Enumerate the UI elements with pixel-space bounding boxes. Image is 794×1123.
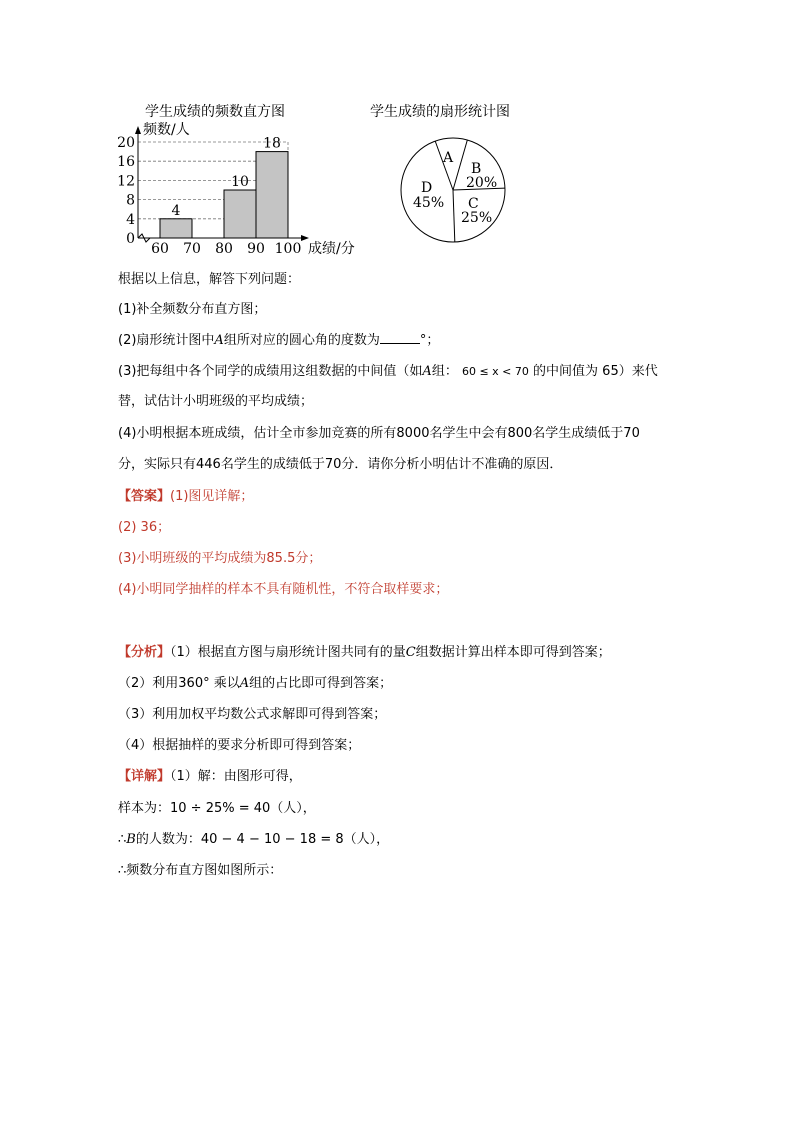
detail-tag: 【详解】	[118, 769, 171, 784]
analysis-2-part-b: 组的占比即可得到答案；	[249, 676, 393, 691]
histogram-xlabel: 成绩/分	[308, 241, 355, 257]
intro-text: 根据以上信息，解答下列问题：	[118, 272, 301, 287]
pie-label-c: C	[468, 196, 479, 212]
answer-4: (4)小明同学抽样的样本不具有随机性，不符合取样要求；	[118, 582, 449, 597]
pie-chart	[370, 103, 510, 242]
x-tick-label: 70	[183, 241, 201, 257]
histogram-y-ticks	[117, 135, 135, 247]
y-axis-arrow-icon	[135, 126, 141, 134]
pie-label-a: A	[443, 150, 454, 166]
question-4-line-1: (4)小明根据本班成绩，估计全市参加竞赛的所有8000名学生中会有800名学生成绩低于70	[118, 426, 640, 441]
analysis-1-part-b: 组数据计算出样本即可得到答案；	[415, 645, 611, 660]
q3-part-a: (3)把每组中各个同学的成绩用这组数据的中间值（如	[118, 364, 423, 379]
answer-2: (2) 36；	[118, 520, 171, 535]
analysis-2-var: A	[239, 676, 250, 691]
histogram-bar	[224, 190, 256, 238]
x-tick-label: 80	[215, 241, 233, 257]
q2-var: A	[214, 333, 224, 348]
pie-title: 学生成绩的扇形统计图	[370, 104, 510, 120]
histogram-bar	[256, 152, 288, 238]
histogram-bar	[160, 219, 192, 238]
detail-3-therefore: ∴	[118, 832, 127, 847]
analysis-3: （3）利用加权平均数公式求解即可得到答案；	[118, 707, 387, 722]
detail-4: ∴频数分布直方图如图所示：	[118, 863, 283, 878]
histogram-ylabel: 频数/人	[143, 122, 190, 138]
detail-3-text: 的人数为：40 − 4 − 10 − 18 = 8（人），	[135, 832, 390, 847]
pie-label-b: B	[471, 161, 482, 177]
q3-part-b: 组：	[431, 364, 458, 379]
pie-pct-b: 20%	[466, 175, 498, 191]
question-2	[118, 331, 688, 351]
analysis-2-part-a: （2）利用360° 乘以	[118, 676, 240, 691]
histogram-bar-label: 18	[263, 135, 281, 152]
analysis-1-var: C	[405, 645, 416, 660]
detail-1-text: （1）解：由图形可得，	[170, 769, 302, 784]
detail-1	[118, 767, 688, 787]
answer-3: (3)小明班级的平均成绩为85.5分；	[118, 551, 322, 566]
y-tick-label: 16	[117, 154, 135, 171]
q3-range: 60 ≤ x < 70	[461, 365, 529, 378]
analysis-1	[118, 643, 688, 663]
x-tick-label: 90	[247, 241, 265, 257]
question-3-line-1	[118, 362, 688, 382]
y-tick-label: 20	[117, 135, 135, 151]
y-tick-label: 4	[126, 211, 135, 228]
histogram-bar-label: 4	[171, 202, 181, 219]
pie-pct-c: 25%	[461, 210, 493, 226]
q2-part-c: °；	[419, 333, 440, 348]
detail-3	[118, 830, 688, 850]
histogram-title: 学生成绩的频数直方图	[145, 104, 285, 120]
detail-3-var: B	[126, 832, 136, 847]
x-tick-label: 100	[274, 241, 302, 257]
analysis-2	[118, 674, 688, 694]
question-4-line-2: 分，实际只有446名学生的成绩低于70分．请你分析小明估计不准确的原因．	[118, 457, 563, 472]
detail-2: 样本为：10 ÷ 25% = 40（人），	[118, 801, 316, 816]
histogram-bar-label: 10	[231, 174, 249, 190]
analysis-4: （4）根据抽样的要求分析即可得到答案；	[118, 738, 361, 753]
analysis-1-part-a: （1）根据直方图与扇形统计图共同有的量	[170, 645, 406, 660]
question-3-line-2: 替，试估计小明班级的平均成绩；	[118, 394, 314, 409]
pie-label-d: D	[421, 180, 433, 196]
q3-var: A	[422, 364, 432, 379]
answer-blank	[380, 331, 420, 344]
answer-tag: 【答案】	[118, 489, 171, 504]
y-tick-label: 8	[126, 192, 135, 209]
q2-part-a: (2)扇形统计图中	[118, 333, 215, 348]
histogram-chart	[117, 103, 355, 257]
question-1: (1)补全频数分布直方图；	[118, 302, 267, 317]
x-tick-label: 60	[151, 241, 169, 257]
answer-1-text: (1)图见详解；	[170, 489, 254, 504]
answer-1	[118, 487, 688, 507]
pie-pct-d: 45%	[413, 195, 445, 211]
y-tick-label: 12	[117, 173, 135, 190]
histogram-bars	[160, 152, 288, 238]
analysis-tag: 【分析】	[118, 645, 171, 660]
y-tick-label: 0	[126, 231, 135, 247]
figures	[0, 0, 794, 270]
histogram-x-ticks	[151, 241, 301, 257]
q3-part-c: 的中间值为 65）来代	[533, 364, 658, 379]
q2-part-b: 组所对应的圆心角的度数为	[223, 333, 380, 348]
